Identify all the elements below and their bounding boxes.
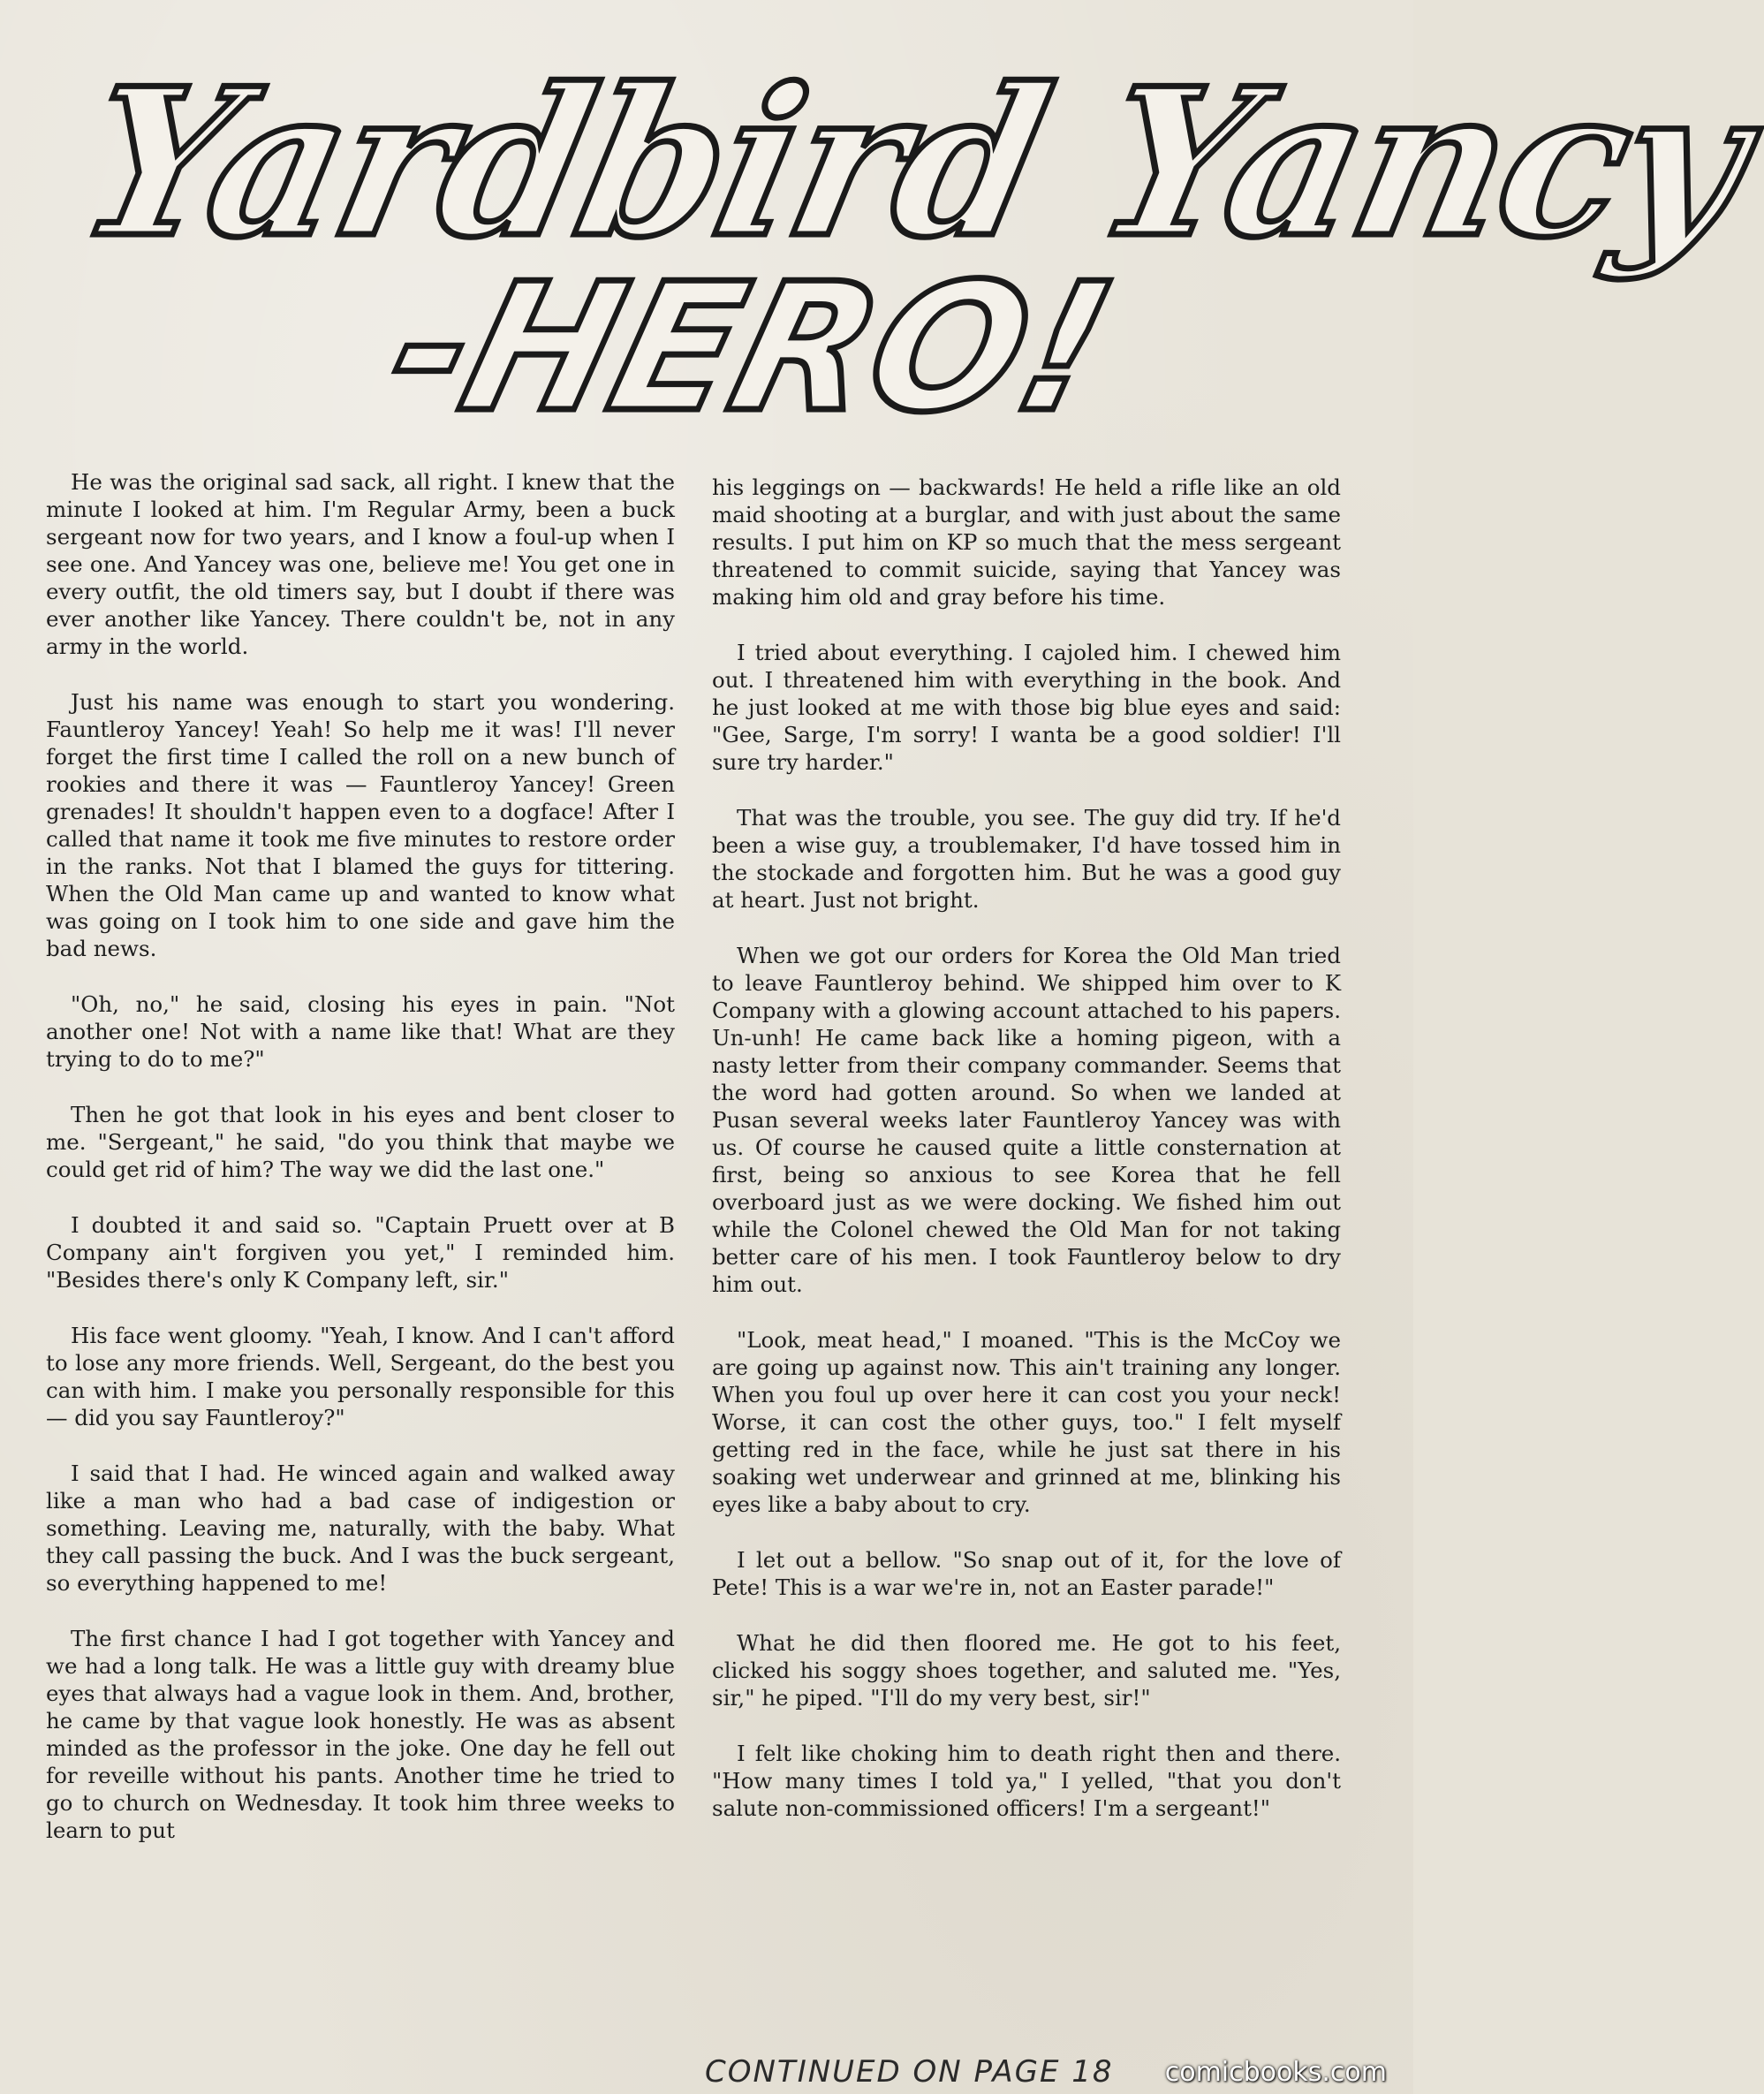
site-watermark: comicbooks.com (1164, 2057, 1387, 2088)
paragraph: I doubted it and said so. "Captain Pruett over at B Company ain't forgiven you yet," I reminded him. "Besides there's only K Company left, sir." (46, 1212, 675, 1293)
paragraph: His face went gloomy. "Yeah, I know. And I can't afford to lose any more friends. Well, Sergeant, do the best you can with him. I make you personally responsible for this — did you say Fauntleroy?" (46, 1323, 675, 1430)
paragraph: I said that I had. He winced again and walked away like a man who had a bad case of indigestion or something. Leaving me, naturally, with the baby. What they call passing the buck. And I was the buck sergeant, so everything happened to me! (46, 1460, 675, 1596)
paragraph: I tried about everything. I cajoled him. I chewed him out. I threatened him with everything in the book. And he just looked at me with those big blue eyes and said: "Gee, Sarge, I'm sorry! I wanta be a good soldier! I'll sure try harder." (712, 640, 1341, 775)
right-text-column (712, 474, 1341, 1850)
paragraph-continued: his leggings on — backwards! He held a rifle like an old maid shooting at a burglar, and with just about the same results. I put him on KP so much that the mess sergeant threatened to commit suicide, saying that Yancey was making him old and gray before his time. (712, 474, 1341, 610)
paragraph: He was the original sad sack, all right. I knew that the minute I looked at him. I'm Regular Army, been a buck sergeant now for two years, and I know a foul-up when I see one. And Yancey was one, believe me! You get one in every outfit, the old timers say, but I doubt if there was ever another like Yancey. There couldn't be, not in any army in the world. (46, 469, 675, 659)
paragraph: I let out a bellow. "So snap out of it, for the love of Pete! This is a war we're in, not an Easter parade!" (712, 1547, 1341, 1600)
paragraph: "Look, meat head," I moaned. "This is the McCoy we are going up against now. This ain't training any longer. When you foul up over here it can cost you your neck! Worse, it can cost the other guys, too." I felt myself getting red in the face, while he just sat there in his soaking wet underwear and grinned at me, blinking his eyes like a baby about to cry. (712, 1327, 1341, 1517)
paragraph: What he did then floored me. He got to his feet, clicked his soggy shoes together, and saluted me. "Yes, sir," he piped. "I'll do my very best, sir!" (712, 1630, 1341, 1711)
story-title (63, 27, 1764, 459)
paragraph: "Oh, no," he said, closing his eyes in pain. "Not another one! Not with a name like that! What are they trying to do to me?" (46, 991, 675, 1072)
paragraph: Just his name was enough to start you wondering. Fauntleroy Yancey! Yeah! So help me it was! I'll never forget the first time I called the roll on a new bunch of rookies and there it was — Fauntleroy Yancey! Green grenades! It shouldn't happen even to a dogface! After I called that name it took me five minutes to restore order in the ranks. Not that I blamed the guys for tittering. When the Old Man came up and wanted to know what was going on I took him to one side and gave him the bad news. (46, 689, 675, 961)
paragraph: That was the trouble, you see. The guy did try. If he'd been a wise guy, a troublemaker, I'd have tossed him in the stockade and forgotten him. But he was a good guy at heart. Just not bright. (712, 805, 1341, 913)
title-line-1: Yardbird Yancy (63, 44, 1764, 283)
left-text-column (46, 468, 675, 1872)
paragraph: I felt like choking him to death right then and there. "How many times I told ya," I yelled, "that you don't salute non-commissioned officers! I'm a sergeant!" (712, 1741, 1341, 1821)
continued-note: CONTINUED ON PAGE 18 (705, 2054, 1114, 2090)
title-line-2: -HERO! (370, 246, 1132, 451)
paragraph: Then he got that look in his eyes and bent closer to me. "Sergeant," he said, "do you think that maybe we could get rid of him? The way we did the last one." (46, 1102, 675, 1182)
paragraph: The first chance I had I got together with Yancey and we had a long talk. He was a little guy with dreamy blue eyes that always had a vague look in them. And, brother, he came by that vague look honestly. He was as absent minded as the professor in the joke. One day he fell out for reveille without his pants. Another time he tried to go to church on Wednesday. It took him three weeks to learn to put (46, 1626, 675, 1843)
paragraph: When we got our orders for Korea the Old Man tried to leave Fauntleroy behind. We shipped him over to K Company with a glowing account attached to his papers. Un-unh! He came back like a homing pigeon, with a nasty letter from their company commander. Seems that the word had gotten around. So when we landed at Pusan several weeks later Fauntleroy Yancey was with us. Of course he caused quite a little consternation at first, being so anxious to see Korea that he fell overboard just as we were docking. We fished him out while the Colonel chewed the Old Man for not taking better care of his men. I took Fauntleroy below to dry him out. (712, 943, 1341, 1297)
